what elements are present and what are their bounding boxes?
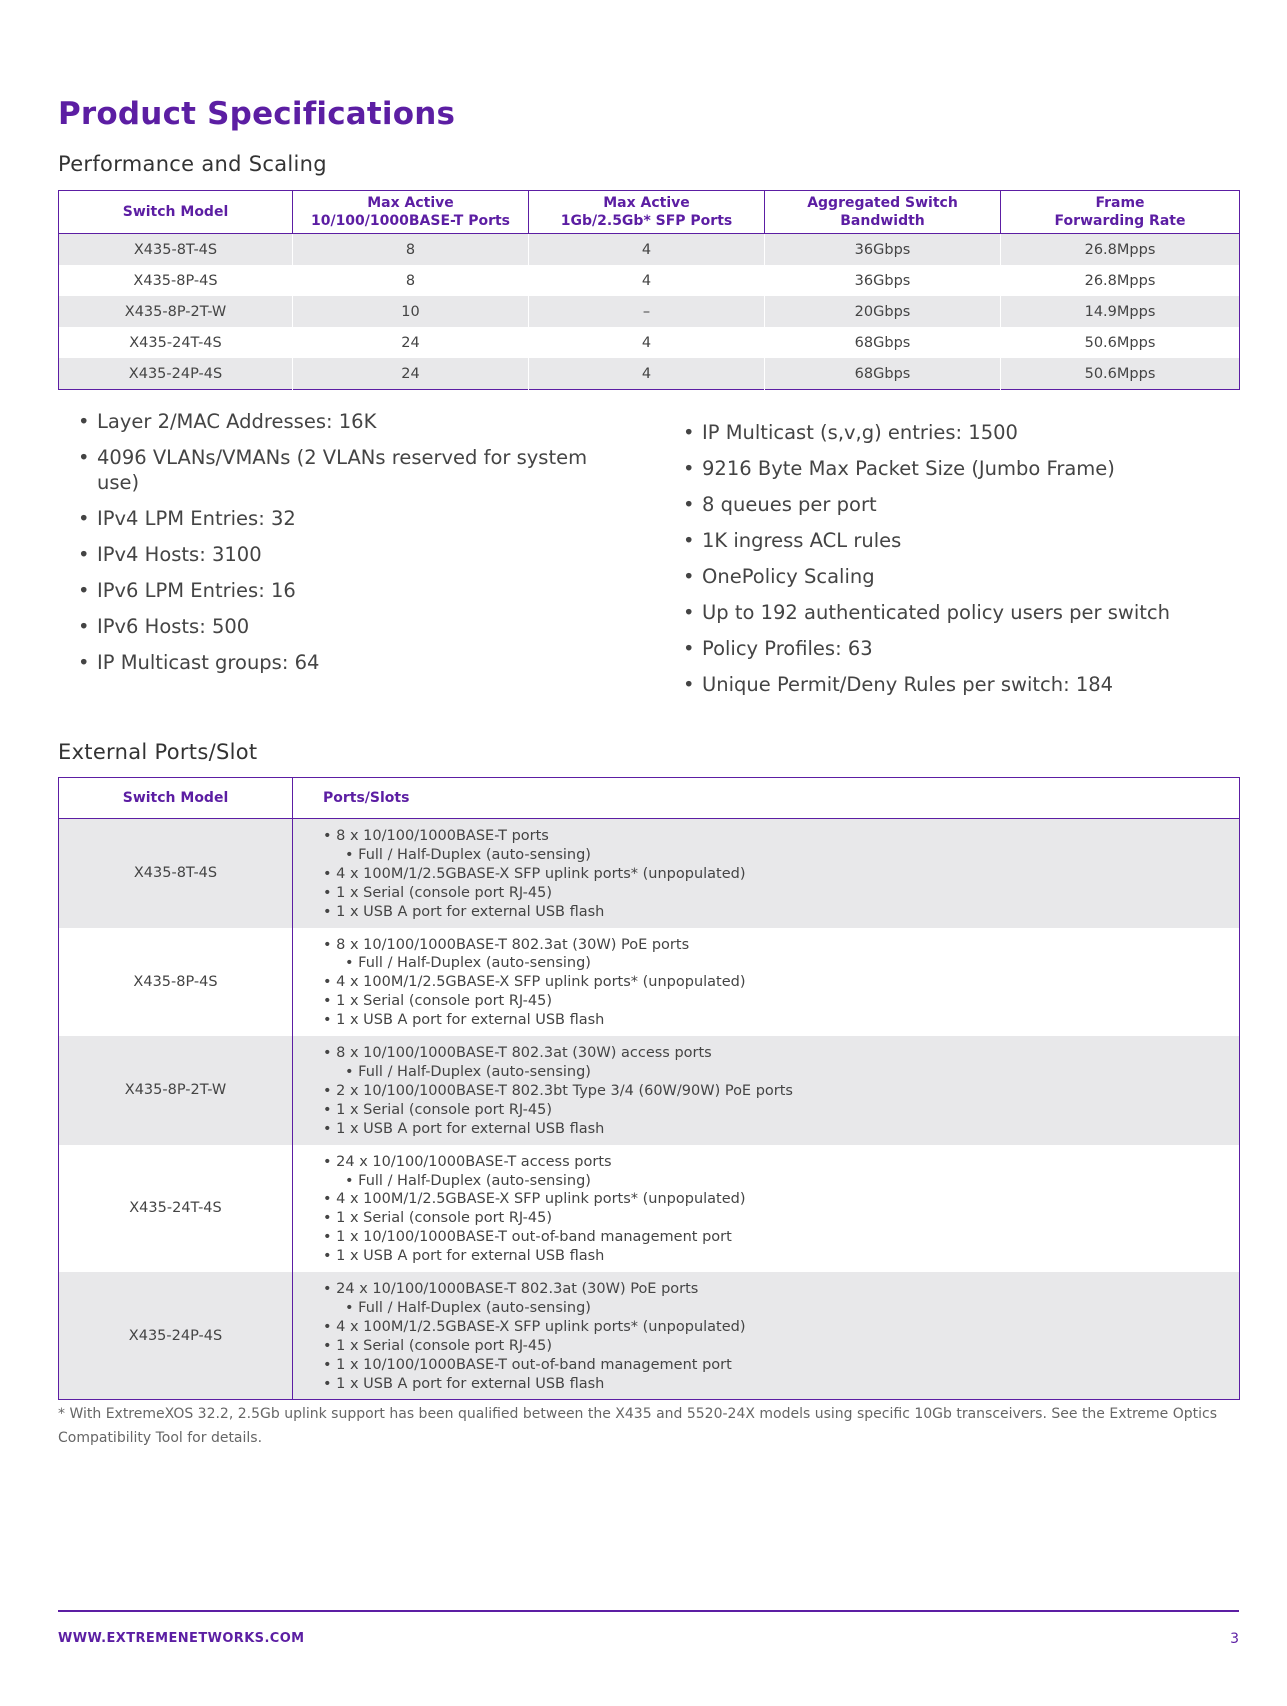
port-line: • 24 x 10/100/1000BASE-T 802.3at (30W) PoE ports: [323, 1281, 699, 1298]
port-line: • 24 x 10/100/1000BASE-T access ports: [323, 1153, 612, 1170]
cell-sfp-ports: –: [529, 296, 765, 327]
cell-ports: [293, 1036, 1240, 1145]
cell-bandwidth: 20Gbps: [765, 296, 1001, 327]
cell-forwarding-rate: 50.6Mpps: [1001, 358, 1240, 390]
ports-header-ports-slots: Ports/Slots: [293, 778, 1240, 819]
cell-ports: [293, 1145, 1240, 1272]
port-subline: • Full / Half-Duplex (auto-sensing): [345, 1063, 591, 1080]
ports-table-header: [59, 778, 1240, 819]
perf-header-max-active-sfp: Max Active 1Gb/2.5Gb* SFP Ports: [529, 191, 765, 234]
perf-header-bandwidth: Aggregated Switch Bandwidth: [765, 191, 1001, 234]
perf-header-max-active-copper: Max Active 10/100/1000BASE-T Ports: [293, 191, 529, 234]
list-item: • 8 queues per port: [663, 492, 1243, 517]
cell-copper-ports: 10: [293, 296, 529, 327]
list-item: • Layer 2/MAC Addresses: 16K: [58, 409, 618, 434]
cell-copper-ports: 24: [293, 358, 529, 390]
cell-bandwidth: 68Gbps: [765, 327, 1001, 358]
cell-forwarding-rate: 26.8Mpps: [1001, 234, 1240, 266]
list-item: • Up to 192 authenticated policy users per switch: [663, 600, 1243, 625]
performance-table-header: [59, 191, 1240, 234]
list-item: • 1K ingress ACL rules: [663, 528, 1243, 553]
ports-heading: External Ports/Slot: [58, 740, 258, 764]
cell-model: X435-24T-4S: [59, 327, 293, 358]
scaling-list-right: [663, 420, 1243, 708]
port-subline: • Full / Half-Duplex (auto-sensing): [345, 846, 591, 863]
perf-header-switch-model: Switch Model: [59, 191, 293, 234]
list-item: • IP Multicast groups: 64: [58, 650, 618, 675]
port-line: • 1 x Serial (console port RJ-45): [323, 1101, 553, 1118]
table-row: [59, 1145, 1240, 1272]
cell-bandwidth: 36Gbps: [765, 234, 1001, 266]
port-line: • 1 x 10/100/1000BASE-T out-of-band management port: [323, 1229, 732, 1246]
footnote: * With ExtremeXOS 32.2, 2.5Gb uplink support has been qualified between the X435 and 5520-24X models using specific 10Gb transceivers. See the Extreme Optics Compatibility Tool for details.: [58, 1406, 1218, 1446]
cell-model: X435-24P-4S: [59, 1272, 293, 1400]
list-item: • IPv6 LPM Entries: 16: [58, 578, 618, 603]
port-line: • 1 x USB A port for external USB flash: [323, 903, 605, 920]
cell-forwarding-rate: 50.6Mpps: [1001, 327, 1240, 358]
cell-copper-ports: 8: [293, 234, 529, 266]
ports-header-switch-model: Switch Model: [59, 778, 293, 819]
page-title: Product Specifications: [58, 96, 456, 132]
table-row: [59, 327, 1240, 358]
cell-sfp-ports: 4: [529, 327, 765, 358]
list-item: • IPv6 Hosts: 500: [58, 614, 618, 639]
list-item: • IPv4 Hosts: 3100: [58, 542, 618, 567]
page-number: 3: [1230, 1631, 1239, 1647]
port-subline: • Full / Half-Duplex (auto-sensing): [345, 1172, 591, 1189]
table-row: [59, 1272, 1240, 1400]
port-line: • 1 x 10/100/1000BASE-T out-of-band management port: [323, 1356, 732, 1373]
footer-website-link[interactable]: WWW.EXTREMENETWORKS.COM: [58, 1631, 305, 1646]
cell-model: X435-24P-4S: [59, 358, 293, 390]
cell-bandwidth: 68Gbps: [765, 358, 1001, 390]
table-row: [59, 234, 1240, 266]
port-line: • 2 x 10/100/1000BASE-T 802.3bt Type 3/4 (60W/90W) PoE ports: [323, 1082, 793, 1099]
table-row: [59, 1036, 1240, 1145]
cell-bandwidth: 36Gbps: [765, 265, 1001, 296]
port-line: • 1 x Serial (console port RJ-45): [323, 1210, 553, 1227]
cell-ports: [293, 819, 1240, 928]
performance-table: [58, 190, 1240, 390]
port-line: • 8 x 10/100/1000BASE-T 802.3at (30W) PoE ports: [323, 936, 690, 953]
cell-forwarding-rate: 14.9Mpps: [1001, 296, 1240, 327]
cell-forwarding-rate: 26.8Mpps: [1001, 265, 1240, 296]
cell-model: X435-8P-4S: [59, 265, 293, 296]
cell-ports: [293, 1272, 1240, 1400]
table-row: [59, 928, 1240, 1037]
table-row: [59, 296, 1240, 327]
cell-model: X435-8T-4S: [59, 819, 293, 928]
scaling-list-left: [58, 409, 618, 686]
port-line: • 1 x Serial (console port RJ-45): [323, 884, 553, 901]
table-row: [59, 265, 1240, 296]
port-line: • 4 x 100M/1/2.5GBASE-X SFP uplink ports* (unpopulated): [323, 974, 746, 991]
cell-model: X435-8T-4S: [59, 234, 293, 266]
port-line: • 1 x Serial (console port RJ-45): [323, 1337, 553, 1354]
table-row: [59, 358, 1240, 390]
cell-ports: [293, 928, 1240, 1037]
cell-sfp-ports: 4: [529, 358, 765, 390]
cell-model: X435-8P-2T-W: [59, 296, 293, 327]
list-item: • 4096 VLANs/VMANs (2 VLANs reserved for system use): [58, 445, 618, 495]
port-line: • 4 x 100M/1/2.5GBASE-X SFP uplink ports* (unpopulated): [323, 1191, 746, 1208]
port-subline: • Full / Half-Duplex (auto-sensing): [345, 1299, 591, 1316]
port-line: • 1 x Serial (console port RJ-45): [323, 993, 553, 1010]
ports-table: [58, 777, 1240, 1400]
cell-model: X435-24T-4S: [59, 1145, 293, 1272]
perf-header-forwarding-rate: Frame Forwarding Rate: [1001, 191, 1240, 234]
port-line: • 1 x USB A port for external USB flash: [323, 1248, 605, 1265]
list-item: • Unique Permit/Deny Rules per switch: 184: [663, 672, 1243, 697]
list-item: • 9216 Byte Max Packet Size (Jumbo Frame): [663, 456, 1243, 481]
cell-sfp-ports: 4: [529, 234, 765, 266]
port-line: • 8 x 10/100/1000BASE-T 802.3at (30W) access ports: [323, 1045, 712, 1062]
cell-model: X435-8P-4S: [59, 928, 293, 1037]
footer-divider: [58, 1610, 1239, 1612]
cell-sfp-ports: 4: [529, 265, 765, 296]
port-line: • 4 x 100M/1/2.5GBASE-X SFP uplink ports* (unpopulated): [323, 865, 746, 882]
port-line: • 1 x USB A port for external USB flash: [323, 1375, 605, 1392]
performance-heading: Performance and Scaling: [58, 152, 327, 176]
cell-model: X435-8P-2T-W: [59, 1036, 293, 1145]
cell-copper-ports: 8: [293, 265, 529, 296]
port-line: • 1 x USB A port for external USB flash: [323, 1012, 605, 1029]
port-line: • 4 x 100M/1/2.5GBASE-X SFP uplink ports* (unpopulated): [323, 1318, 746, 1335]
list-item: • OnePolicy Scaling: [663, 564, 1243, 589]
port-line: • 8 x 10/100/1000BASE-T ports: [323, 828, 549, 844]
port-subline: • Full / Half-Duplex (auto-sensing): [345, 955, 591, 972]
table-row: [59, 819, 1240, 928]
list-item: • IPv4 LPM Entries: 32: [58, 506, 618, 531]
port-line: • 1 x USB A port for external USB flash: [323, 1120, 605, 1137]
list-item: • IP Multicast (s,v,g) entries: 1500: [663, 420, 1243, 445]
list-item: • Policy Profiles: 63: [663, 636, 1243, 661]
cell-copper-ports: 24: [293, 327, 529, 358]
